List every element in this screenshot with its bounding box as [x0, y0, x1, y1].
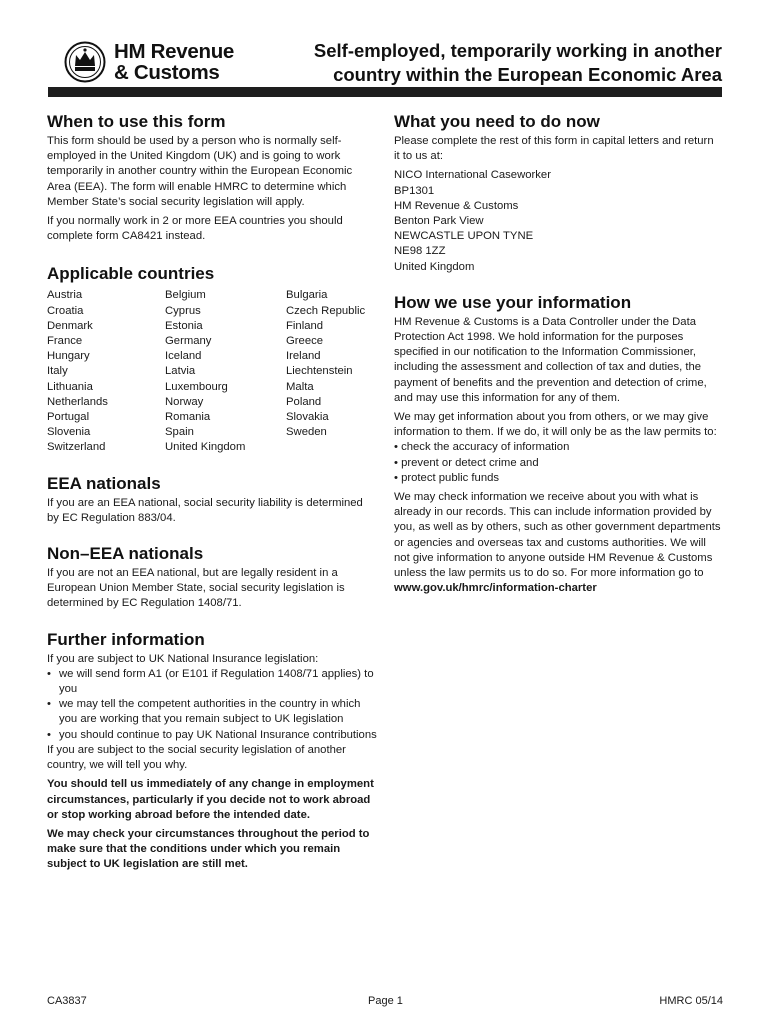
applicable-countries-section: [47, 262, 377, 455]
logo-line2: & Customs: [114, 61, 220, 84]
law-permits-bullets: [394, 440, 722, 486]
section-heading: EEA nationals: [47, 473, 161, 493]
address-line: NICO International Caseworker: [394, 169, 551, 182]
paragraph: If you are subject to the social security legislation of another country, we will tell you why.: [47, 743, 346, 772]
bullet-item: • we will send form A1 (or E101 if Regulation 1408/71 applies) to you: [47, 667, 377, 697]
logo-wordmark: [114, 41, 234, 83]
address-line: NEWCASTLE UPON TYNE: [394, 230, 534, 243]
country: Iceland: [165, 350, 202, 363]
what-to-do-section: [394, 110, 722, 275]
bold-notice: We may check your circumstances throughout the period to make sure that the conditions under which you remain subject to UK legislation are still met.: [47, 827, 370, 871]
countries-column-1: [47, 288, 165, 455]
paragraph: Please complete the rest of this form in capital letters and return it to us at:: [394, 135, 714, 163]
section-heading: Further information: [47, 629, 205, 649]
country: France: [47, 335, 83, 348]
logo-line1: HM Revenue: [114, 40, 235, 63]
country: Liechtenstein: [286, 365, 353, 378]
paragraph: HM Revenue & Customs is a Data Controller under the Data Protection Act 1998. We hold information for the purposes specified in our notification to the Information Commissioner, including the assessment and collection of tax and duties, the payment of benefits and the prevention and detection of crime, and may use this information for any of them.: [394, 315, 707, 404]
bullet-item: • protect public funds: [394, 471, 500, 484]
country: Austria: [47, 289, 83, 302]
country: Portugal: [47, 411, 90, 424]
section-heading: Non–EEA nationals: [47, 544, 204, 564]
country: Greece: [286, 335, 324, 348]
header-rule: [48, 87, 722, 97]
country: Belgium: [165, 289, 206, 302]
country: Switzerland: [47, 441, 106, 454]
bullet-text: protect public funds: [401, 471, 500, 484]
return-address: [394, 168, 722, 274]
section-heading: What you need to do now: [394, 112, 600, 131]
country: Lithuania: [47, 380, 93, 393]
page-title: Self-employed, temporarily working in another country within the European Economic Area: [313, 40, 722, 85]
country: Denmark: [47, 319, 93, 332]
address-line: Benton Park View: [394, 215, 484, 228]
country: Ireland: [286, 350, 321, 363]
paragraph: If you are not an EEA national, but are legally resident in a European Union Member State, social security legislation is determined by EC Regulation 1408/71.: [47, 567, 345, 610]
country: Cyprus: [165, 304, 201, 317]
royal-crest-icon: [64, 41, 106, 83]
hmrc-logo: [64, 41, 234, 83]
section-heading: How we use your information: [394, 292, 632, 312]
when-to-use-section: [47, 110, 377, 244]
address-line: NE98 1ZZ: [394, 245, 446, 258]
country: Croatia: [47, 304, 84, 317]
countries-column-3: [286, 288, 365, 455]
country: Luxembourg: [165, 380, 228, 393]
how-we-use-info-section: [394, 291, 722, 597]
paragraph: This form should be used by a person who is normally self-employed in the United Kingdom (UK) and is going to work temporarily in another country within the European Economic Area (EEA). The form will enable HMRC to determine which Member State’s social security legislation will apply.: [47, 135, 353, 208]
paragraph: If you normally work in 2 or more EEA countries you should complete form CA8421 instead.: [47, 215, 343, 243]
country: Bulgaria: [286, 289, 328, 302]
country: Estonia: [165, 319, 203, 332]
left-column: [47, 110, 377, 873]
bullet-text: check the accuracy of information: [401, 441, 570, 454]
form-version: HMRC 05/14: [659, 995, 723, 1007]
right-column: [394, 110, 722, 596]
bullet-item: • check the accuracy of information: [394, 441, 570, 454]
country: Norway: [165, 395, 204, 408]
country: Finland: [286, 319, 324, 332]
bullet-item: • we may tell the competent authorities in the country in which you are working that you remain subject to UK legislation: [47, 697, 377, 727]
country: Spain: [165, 426, 194, 439]
further-information-section: [47, 628, 377, 873]
bullet-text: prevent or detect crime and: [401, 456, 539, 469]
non-eea-nationals-section: [47, 542, 377, 612]
country: Poland: [286, 395, 322, 408]
address-line: BP1301: [394, 184, 435, 197]
country: Netherlands: [47, 395, 108, 408]
countries-column-2: [165, 288, 286, 455]
bold-notice: You should tell us immediately of any change in employment circumstances, particularly if you decide not to work abroad or stop working abroad before the intended date.: [47, 778, 374, 821]
country: Latvia: [165, 365, 196, 378]
paragraph: We may check information we receive about you with what is already in our records. This can include information provided by you, as well as by others, such as other government departments or agencies and overseas tax and customs authorities. We will not give information to anyone outside HM Revenue & Customs unless the law permits us to do so. For more information go to: [394, 491, 721, 580]
country: Italy: [47, 365, 68, 378]
country: Romania: [165, 411, 211, 424]
bullet-item: • prevent or detect crime and: [394, 456, 539, 469]
paragraph: We may get information about you from others, or we may give information to them. If we do, it will only be as the law permits to:: [394, 411, 717, 439]
country: United Kingdom: [165, 441, 246, 454]
bullet-item: • you should continue to pay UK National Insurance contributions: [47, 728, 377, 743]
section-heading: Applicable countries: [47, 264, 215, 284]
further-info-bullets: [47, 667, 377, 743]
country: Sweden: [286, 426, 327, 439]
eea-nationals-section: [47, 472, 377, 526]
country: Slovenia: [47, 426, 91, 439]
address-line: United Kingdom: [394, 260, 475, 273]
paragraph: If you are subject to UK National Insurance legislation:: [47, 652, 319, 665]
address-line: HM Revenue & Customs: [394, 199, 519, 212]
paragraph: If you are an EEA national, social security liability is determined by EC Regulation 883/04.: [47, 496, 363, 524]
section-heading: When to use this form: [47, 112, 226, 131]
information-charter-link[interactable]: www.gov.uk/hmrc/information-charter: [394, 582, 597, 595]
country: Malta: [286, 380, 314, 393]
country: Germany: [165, 335, 212, 348]
countries-list: [47, 288, 377, 455]
country: Hungary: [47, 350, 90, 363]
form-code: CA3837: [47, 995, 87, 1007]
country: Czech Republic: [286, 304, 366, 317]
country: Slovakia: [286, 411, 329, 424]
page-number: Page 1: [368, 995, 403, 1007]
